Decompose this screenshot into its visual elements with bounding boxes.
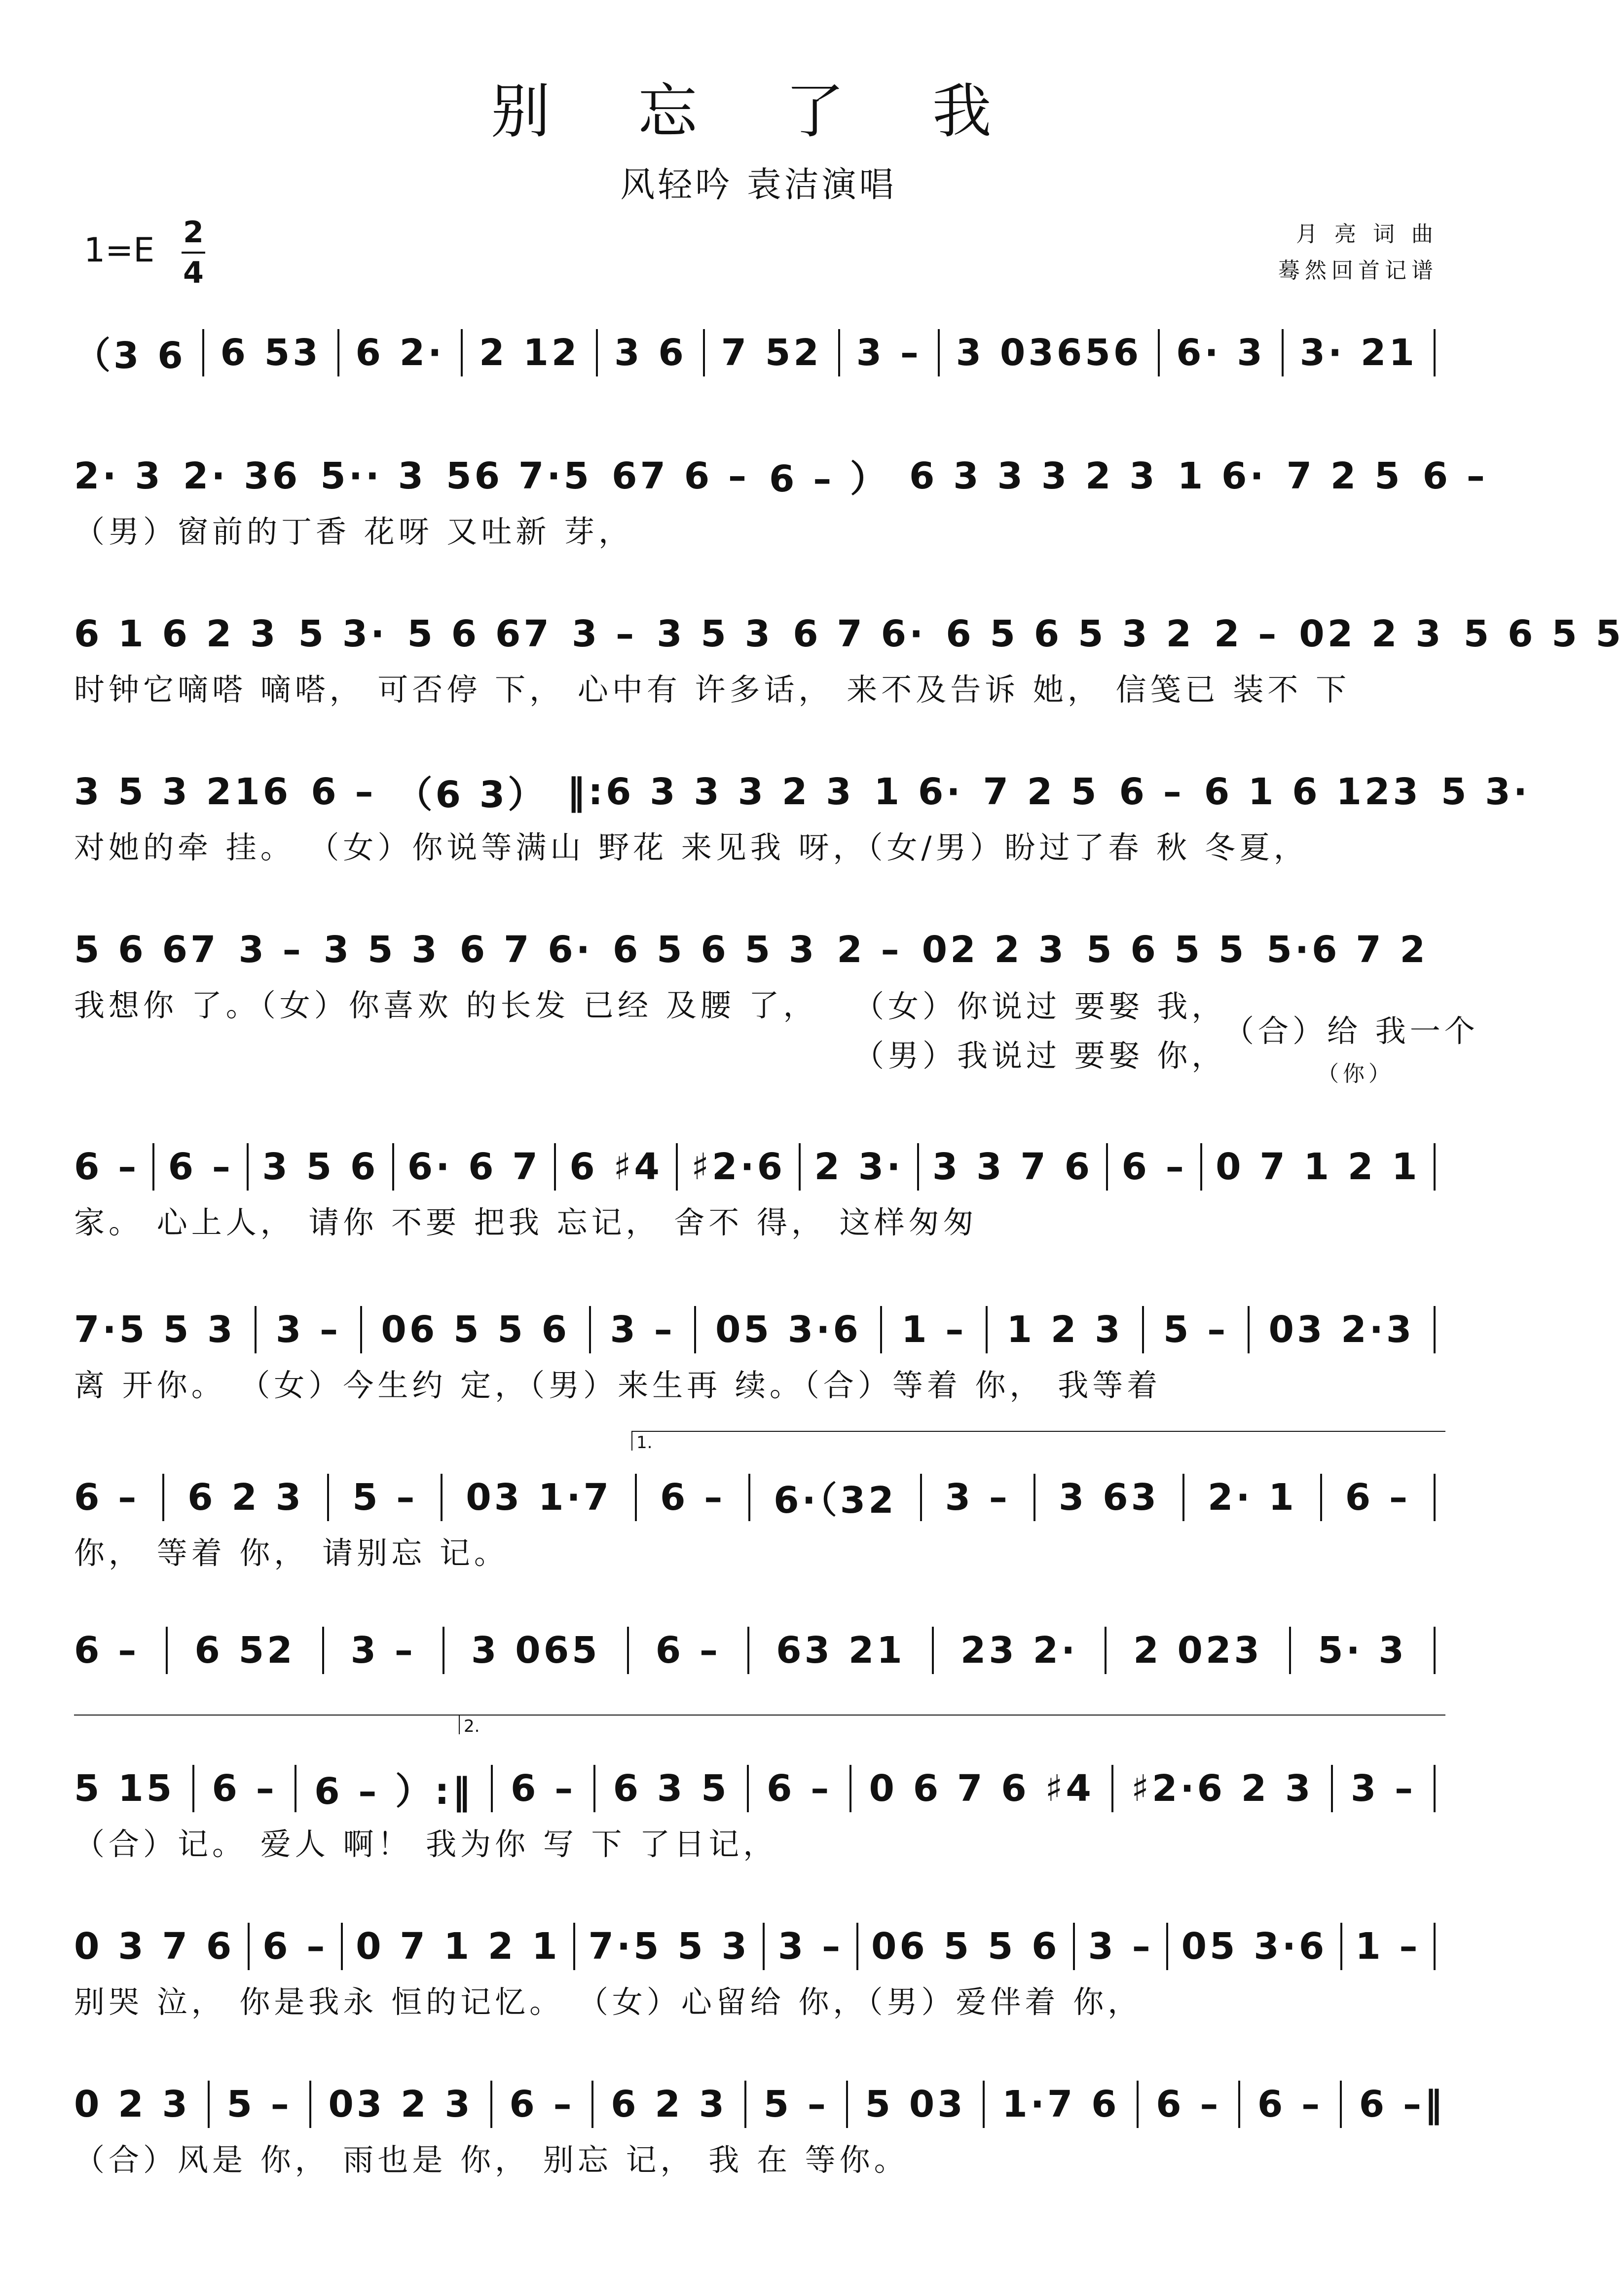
measure: 6· 3 <box>1176 332 1265 374</box>
lyrics-chorus-line: （合）给 我一个 <box>1223 1013 1479 1049</box>
bar-line <box>799 1143 801 1191</box>
measure: 1 – <box>901 1308 967 1351</box>
volta-bracket <box>459 1715 1445 1716</box>
bar-line <box>694 1306 696 1353</box>
bar-line <box>880 1306 882 1353</box>
volta-number: 1. <box>636 1433 653 1453</box>
credits <box>1278 216 1438 289</box>
lyrics-line: 别哭 泣， 你是我永 恒的记忆。 （女）心留给 你，（男）爱伴着 你， <box>74 1984 1143 2020</box>
measure: 5 – <box>226 2083 292 2126</box>
measure: 05 3·6 <box>715 1308 861 1351</box>
measure: 6· 6 7 <box>407 1146 541 1188</box>
measure: 3 – <box>275 1308 341 1351</box>
bar-line <box>162 1474 164 1521</box>
bar-line <box>573 1923 575 1970</box>
bar-line <box>1434 1306 1436 1353</box>
lyrics-male-line: （男）我说过 要娶 你， <box>853 1038 1226 1074</box>
measure: 2· 1 <box>1207 1476 1297 1519</box>
measure: 3 – <box>610 1308 675 1351</box>
bar-line <box>443 1627 444 1674</box>
lyrics-line: 对她的牵 挂。 （女）你说等满山 野花 来见我 呀，（女/男）盼过了春 秋 冬夏， <box>74 829 1308 865</box>
measure: 3 63 <box>1058 1476 1160 1519</box>
bar-line <box>166 1627 168 1674</box>
bar-line <box>703 329 705 376</box>
bar-line <box>441 1474 443 1521</box>
lyrics-line: （合）记。 爱人 啊！ 我为你 写 下 了日记， <box>74 1826 778 1862</box>
measure: 6 – <box>766 1767 832 1810</box>
measure: 63 21 <box>776 1629 905 1672</box>
measure: 3 – <box>1088 1925 1153 1968</box>
volta-number: 2. <box>464 1717 480 1736</box>
bar-line <box>295 1765 296 1812</box>
measure: 6 – <box>1156 2083 1221 2126</box>
bar-line <box>1033 1474 1035 1521</box>
measure: 5 03 <box>865 2083 966 2126</box>
measure: 5 3· <box>1440 771 1530 813</box>
notation-line <box>74 1761 1445 1816</box>
notation-line <box>74 1623 1445 1678</box>
notation-line <box>74 607 1624 661</box>
measure: 7·5 5 3 <box>588 1925 750 1968</box>
measure: 6 53 <box>220 332 321 374</box>
bar-line <box>152 1143 154 1191</box>
key-signature: 1=E <box>84 231 155 270</box>
measure: 2· 36 <box>183 455 301 497</box>
bar-line <box>627 1627 629 1674</box>
bar-line <box>491 1765 493 1812</box>
measure: 6 –‖ <box>1359 2083 1445 2126</box>
measure: 2 3· <box>814 1146 904 1188</box>
measure: 5 3· <box>298 613 388 655</box>
bar-line <box>920 1474 922 1521</box>
measure: 6 – <box>660 1476 726 1519</box>
lyrics-line: （男）窗前的丁香 花呀 又吐新 芽， <box>74 514 633 550</box>
measure: 6 – <box>74 1146 140 1188</box>
bar-line <box>1238 2081 1240 2128</box>
measure: 5 15 <box>74 1767 175 1810</box>
bar-line <box>1166 1923 1168 1970</box>
measure: （3 6 <box>74 335 186 377</box>
lyrics-line: 家。 心上人， 请你 不要 把我 忘记， 舍不 得， 这样匆匆 <box>74 1204 978 1240</box>
notation-line <box>74 2077 1445 2131</box>
bar-line <box>248 1923 250 1970</box>
song-subtitle: 风轻吟 袁洁演唱 <box>620 164 897 205</box>
measure: ‖:6 3 3 3 2 3 <box>567 771 854 813</box>
measure: 6 – <box>1119 771 1184 813</box>
measure: 1 2 3 <box>1006 1308 1123 1351</box>
measure: 06 5 5 6 <box>871 1925 1060 1968</box>
notation-line <box>74 1470 1445 1525</box>
notation-line <box>74 326 1445 380</box>
bar-line <box>1137 2081 1139 2128</box>
measure: 6 1 6 123 <box>1204 771 1421 813</box>
measure: 7 2 5 <box>983 771 1100 813</box>
notation-line <box>74 765 1530 819</box>
time-signature <box>179 213 208 292</box>
measure: 6·（32 <box>774 1479 897 1522</box>
bar-line <box>1289 1627 1291 1674</box>
measure: 3 3 7 6 <box>932 1146 1093 1188</box>
bar-line <box>1340 2081 1342 2128</box>
measure: 6 2 3 <box>187 1476 304 1519</box>
measure: 0 7 1 2 1 <box>356 1925 560 1968</box>
bar-line <box>255 1306 257 1353</box>
measure: 6 5 6 5 3 <box>612 929 817 971</box>
measure: 6 1 6 2 3 <box>74 613 279 655</box>
measure: 3 03656 <box>956 332 1142 374</box>
measure: 7 52 <box>721 332 822 374</box>
bar-line <box>1158 329 1160 376</box>
time-signature-bottom: 4 <box>183 256 204 290</box>
measure: 2 – <box>1214 613 1280 655</box>
bar-line <box>341 1923 343 1970</box>
bar-line <box>747 1627 749 1674</box>
measure: 6 2· <box>355 332 445 374</box>
measure: 02 2 3 <box>1299 613 1444 655</box>
measure: 5· 3 <box>1318 1629 1407 1672</box>
bar-line <box>337 329 339 376</box>
bar-line <box>1434 1765 1436 1812</box>
bar-line <box>917 1143 919 1191</box>
bar-line <box>589 1306 591 1353</box>
measure: 03 2 3 <box>328 2083 473 2126</box>
bar-line <box>846 2081 848 2128</box>
measure: 5 6 5 5 <box>1086 929 1247 971</box>
measure: 6 7 6· <box>459 929 593 971</box>
measure: 6 – ） <box>769 458 890 500</box>
measure: 6 52 <box>194 1629 295 1672</box>
measure: 05 3·6 <box>1181 1925 1328 1968</box>
credit-lyricist-composer: 月 亮 词 曲 <box>1296 222 1438 247</box>
bar-line <box>1073 1923 1075 1970</box>
measure: 3 – <box>777 1925 844 1968</box>
measure: 0 2 3 <box>74 2083 190 2126</box>
measure: 6 – <box>311 771 376 813</box>
measure: 0 6 7 6 ♯4 <box>869 1767 1094 1810</box>
measure: 2 023 <box>1133 1629 1263 1672</box>
bar-line <box>327 1474 329 1521</box>
bar-line <box>932 1627 934 1674</box>
notation-line <box>74 1140 1445 1194</box>
measure: 3 – <box>1350 1767 1416 1810</box>
measure: 3 – <box>856 332 922 374</box>
bar-line <box>208 2081 210 2128</box>
measure: 6 – <box>509 2083 575 2126</box>
measure: 2 – <box>837 929 902 971</box>
measure: 03 1·7 <box>466 1476 612 1519</box>
measure: 3 065 <box>471 1629 600 1672</box>
lyrics-ni-note: （你） <box>1317 1061 1394 1086</box>
bar-line <box>1434 329 1436 376</box>
lyrics-line: 我想你 了。（女）你喜欢 的长发 已经 及腰 了， <box>74 987 818 1023</box>
measure: 5 – <box>352 1476 418 1519</box>
bar-line <box>1105 1627 1107 1674</box>
bar-line <box>986 1306 988 1353</box>
measure: 02 2 3 <box>922 929 1067 971</box>
bar-line <box>1200 1143 1202 1191</box>
bar-line <box>247 1143 249 1191</box>
measure: 5·6 7 2 <box>1266 929 1428 971</box>
measure: 1 6· <box>1177 455 1267 497</box>
measure: 1·7 6 <box>1002 2083 1120 2126</box>
bar-line <box>1142 1306 1144 1353</box>
measure: ♯2·6 <box>691 1146 786 1188</box>
measure: 6 3 3 3 2 3 <box>909 455 1158 497</box>
measure: 1 – <box>1355 1925 1421 1968</box>
bar-line <box>1182 1474 1184 1521</box>
measure: 6 – <box>511 1767 576 1810</box>
measure: 7 2 5 <box>1286 455 1403 497</box>
measure: 6 – <box>74 1476 140 1519</box>
measure: 3 5 6 <box>262 1146 379 1188</box>
notation-line <box>74 1303 1445 1357</box>
bar-line <box>838 329 840 376</box>
measure: 6 – <box>168 1146 233 1188</box>
measure: 3 – <box>238 929 304 971</box>
measure: 5 6 67 <box>407 613 552 655</box>
measure: 2· 3 <box>74 455 163 497</box>
bar-line <box>1106 1143 1108 1191</box>
bar-line <box>849 1765 851 1812</box>
bar-line <box>202 329 204 376</box>
measure: 6 – <box>1422 455 1488 497</box>
bar-line <box>1111 1765 1113 1812</box>
measure: 3 5 3 <box>323 929 440 971</box>
bar-line <box>635 1474 637 1521</box>
measure: 6 – <box>212 1767 277 1810</box>
measure: 6 – <box>262 1925 328 1968</box>
measure: 67 6 – <box>612 455 750 497</box>
lyrics-female-line: （女）你说过 要娶 我， <box>853 988 1226 1024</box>
bar-line <box>1248 1306 1250 1353</box>
lyrics-line: （合）风是 你， 雨也是 你， 别忘 记， 我 在 等你。 <box>74 2142 909 2178</box>
bar-line <box>490 2081 492 2128</box>
volta-bracket <box>631 1431 1445 1432</box>
bar-line <box>1434 1627 1436 1674</box>
bar-line <box>983 2081 985 2128</box>
measure: 5 6 5 5 <box>1463 613 1624 655</box>
bar-line <box>360 1306 362 1353</box>
notation-line <box>74 923 1445 977</box>
measure: 3 – <box>350 1629 416 1672</box>
bar-line <box>554 1143 556 1191</box>
volta-continuation <box>74 1715 459 1716</box>
credit-transcriber: 蓦然回首记谱 <box>1278 258 1438 283</box>
bar-line <box>192 1765 194 1812</box>
measure: 5·· 3 <box>320 455 427 497</box>
bar-line <box>1434 1923 1436 1970</box>
measure: 56 7·5 <box>446 455 592 497</box>
measure: 6 ♯4 <box>569 1146 663 1188</box>
notation-line <box>74 449 1488 503</box>
lyrics-line: 时钟它嘀嗒 嘀嗒， 可否停 下， 心中有 许多话， 来不及告诉 她， 信笺已 装不 下 <box>74 672 1351 708</box>
measure: 3 6 <box>614 332 687 374</box>
bar-line <box>856 1923 858 1970</box>
measure: 3 5 3 216 <box>74 771 292 813</box>
measure: 23 2· <box>960 1629 1078 1672</box>
measure: 2 12 <box>479 332 580 374</box>
measure: 6 – <box>1257 2083 1323 2126</box>
measure: 5 – <box>763 2083 829 2126</box>
measure: 6 – ）:‖ <box>314 1770 474 1813</box>
time-signature-top: 2 <box>183 215 204 250</box>
volta-tick <box>459 1715 460 1734</box>
bar-line <box>392 1143 394 1191</box>
lyrics-line: 你， 等着 你， 请别忘 记。 <box>74 1535 509 1571</box>
bar-line <box>461 329 463 376</box>
measure: 03 2·3 <box>1268 1308 1415 1351</box>
measure: 5 6 67 <box>74 929 219 971</box>
bar-line <box>1340 1923 1342 1970</box>
measure: （6 3） <box>396 774 548 816</box>
measure: 6 – <box>655 1629 721 1672</box>
measure: 06 5 5 6 <box>381 1308 570 1351</box>
bar-line <box>322 1627 324 1674</box>
bar-line <box>748 1474 750 1521</box>
bar-line <box>593 1765 595 1812</box>
bar-line <box>676 1143 678 1191</box>
bar-line <box>747 1765 749 1812</box>
bar-line <box>1282 329 1284 376</box>
measure: 7·5 5 3 <box>74 1308 236 1351</box>
bar-line <box>1331 1765 1333 1812</box>
measure: 6 – <box>1345 1476 1411 1519</box>
measure: ♯2·6 2 3 <box>1131 1767 1314 1810</box>
measure: 6 – <box>1121 1146 1187 1188</box>
measure: 6 5 6 5 3 2 <box>946 613 1194 655</box>
measure: 6 2 3 <box>611 2083 728 2126</box>
measure: 6 3 5 <box>613 1767 730 1810</box>
bar-line <box>1320 1474 1322 1521</box>
measure: 6 – <box>74 1629 140 1672</box>
bar-line <box>744 2081 746 2128</box>
bar-line <box>596 329 598 376</box>
lyrics-line: 离 开你。 （女）今生约 定，（男）来生再 续。（合）等着 你， 我等着 <box>74 1367 1162 1403</box>
measure: 3 5 3 <box>657 613 774 655</box>
bar-line <box>938 329 940 376</box>
measure: 3 – <box>571 613 637 655</box>
volta-tick <box>631 1431 632 1451</box>
bar-line <box>763 1923 765 1970</box>
measure: 0 3 7 6 <box>74 1925 235 1968</box>
bar-line <box>1434 1474 1436 1521</box>
measure: 3 – <box>945 1476 1010 1519</box>
song-title: 别 忘 了 我 <box>491 77 1026 146</box>
notation-line <box>74 1919 1445 1974</box>
measure: 5 – <box>1163 1308 1229 1351</box>
measure: 6 7 6· <box>793 613 926 655</box>
bar-line <box>1434 1143 1436 1191</box>
bar-line <box>591 2081 593 2128</box>
measure: 3· 21 <box>1299 332 1417 374</box>
bar-line <box>309 2081 311 2128</box>
measure: 0 7 1 2 1 <box>1216 1146 1420 1188</box>
measure: 1 6· <box>874 771 963 813</box>
